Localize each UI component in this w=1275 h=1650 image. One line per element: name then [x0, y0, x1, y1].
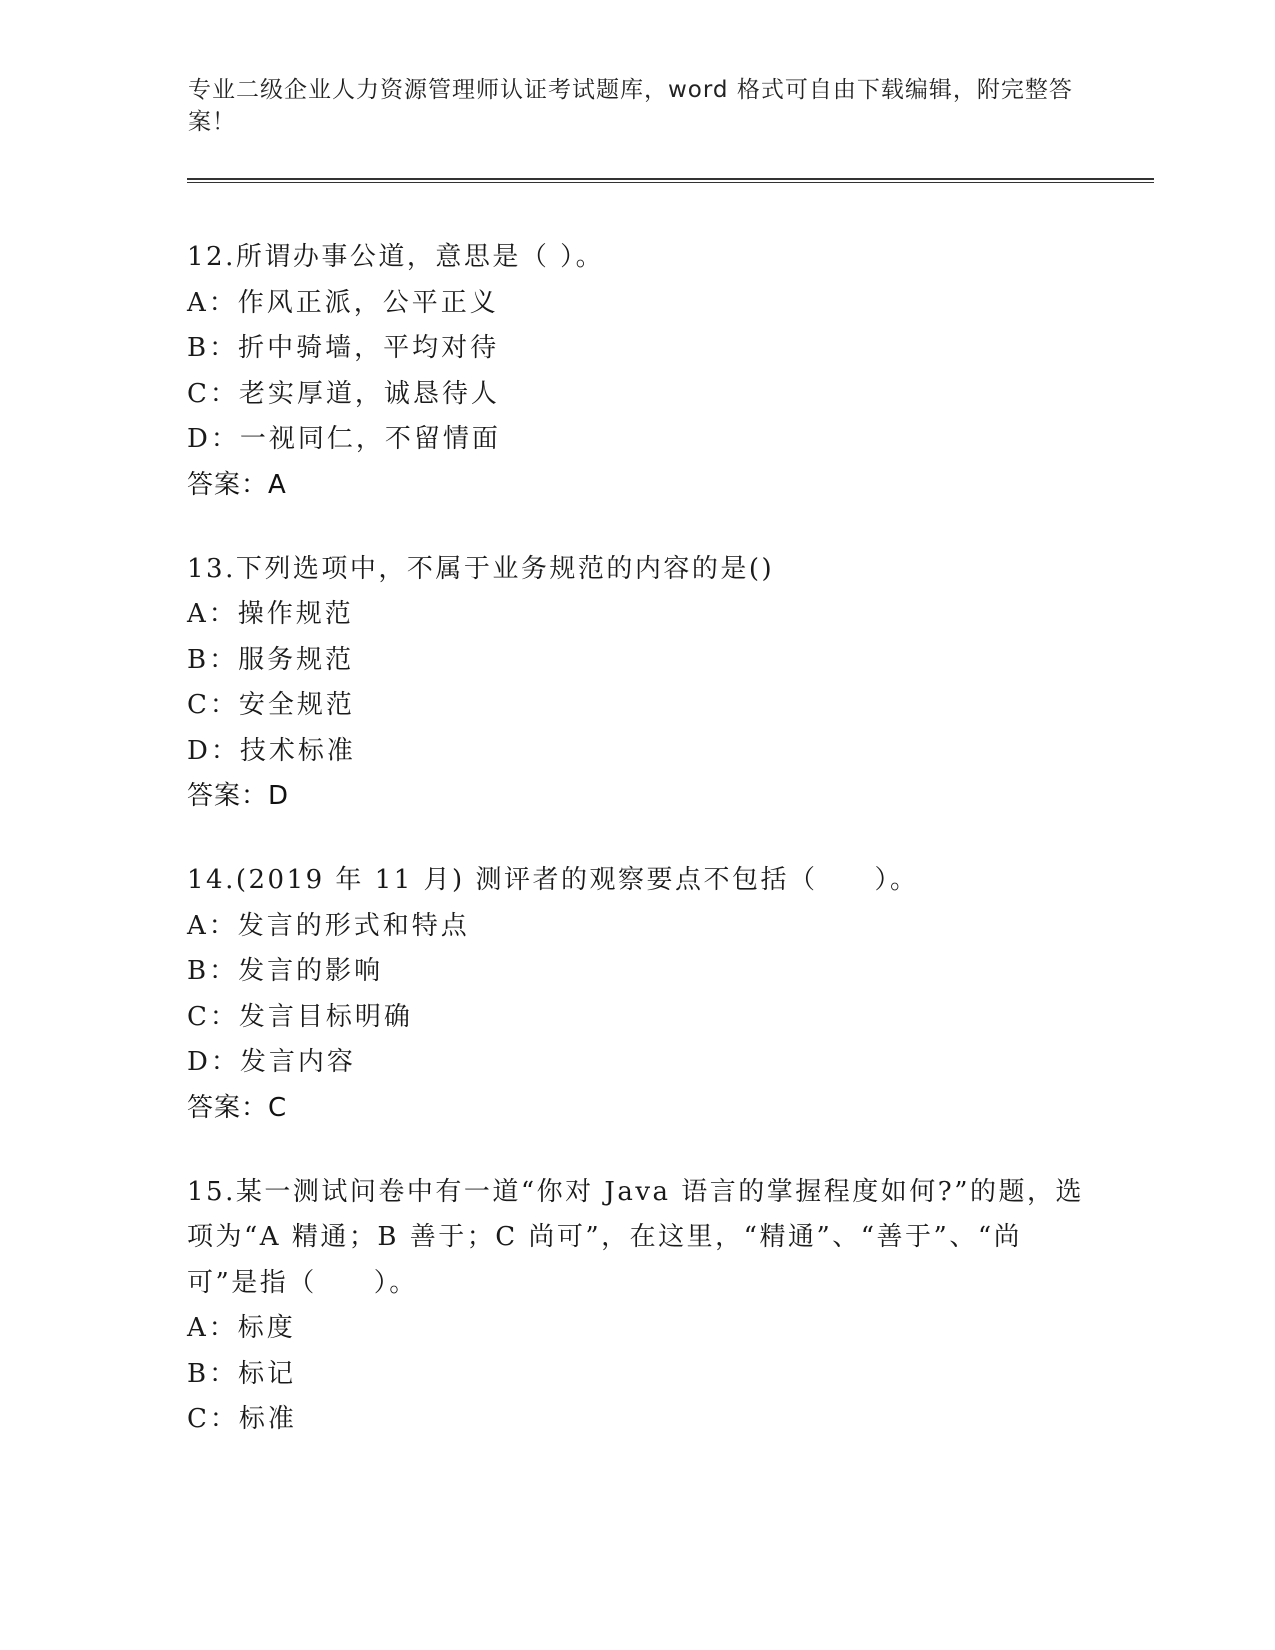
option-b: B：服务规范 [187, 644, 355, 675]
document-header: 专业二级企业人力资源管理师认证考试题库，word 格式可自由下载编辑，附完整答案！ [188, 77, 1073, 135]
option-a: A：发言的形式和特点 [187, 910, 470, 941]
option-c: C：安全规范 [187, 690, 355, 720]
question-stem: 12.所谓办事公道，意思是（ ）。 [187, 242, 605, 272]
header-divider [187, 178, 1154, 183]
option-c: C：发言目标明确 [187, 1001, 413, 1032]
answer-line [187, 1086, 1087, 1131]
answer-label: 答案： [187, 1092, 269, 1123]
option-a: A：作风正派，公平正义 [187, 287, 499, 318]
option-b: B：发言的影响 [187, 956, 384, 986]
option-a: A：操作规范 [187, 599, 354, 629]
option-b: B：标记 [187, 1358, 297, 1389]
question-stem: 15.某一测试问卷中有一道“你对 Java 语言的掌握程度如何?”的题，选项为“A 精通；B 善于；C 尚可”，在这里，“精通”、“善于”、“尚可”是指（ ）。 [187, 1176, 1085, 1298]
question-list [187, 235, 1087, 1482]
answer-label: 答案： [187, 469, 269, 500]
option-c: C：老实厚道，诚恳待人 [187, 378, 500, 409]
option-b: B：折中骑墙，平均对待 [187, 333, 500, 363]
answer-label: 答案： [187, 781, 269, 811]
answer-value: A [268, 469, 287, 500]
question-13 [187, 547, 1087, 820]
answer-value: C [268, 1092, 288, 1123]
answer-line [187, 774, 1087, 819]
answer-line [187, 463, 1087, 508]
option-d: D：一视同仁，不留情面 [187, 424, 501, 454]
option-c: C：标准 [187, 1404, 297, 1434]
question-14 [187, 858, 1087, 1131]
answer-value: D [268, 781, 290, 811]
question-15 [187, 1170, 1087, 1443]
option-d: D：技术标准 [187, 735, 356, 766]
question-stem: 14.(2019 年 11 月) 测评者的观察要点不包括（ ）。 [187, 865, 919, 895]
question-stem: 13.下列选项中，不属于业务规范的内容的是() [187, 553, 775, 584]
option-d: D：发言内容 [187, 1047, 356, 1077]
question-12 [187, 235, 1087, 508]
option-a: A：标度 [187, 1313, 296, 1343]
